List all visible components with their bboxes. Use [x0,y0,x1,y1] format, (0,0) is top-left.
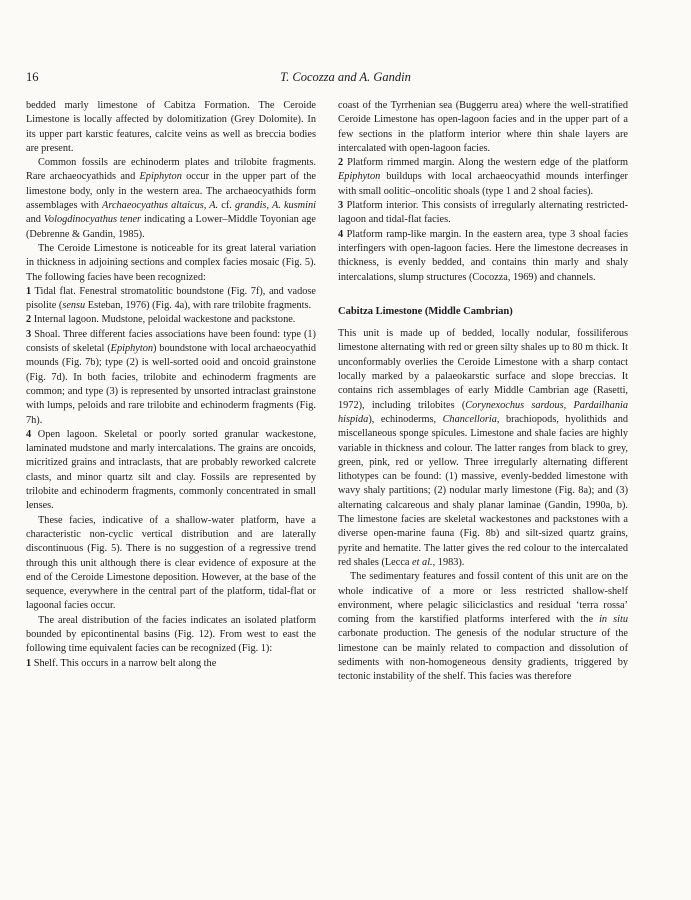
page-number: 16 [26,70,39,84]
left-column [26,99,316,671]
area-item-4: 4 Platform ramp-like margin. In the eastern area, type 3 shoal facies interfingers with open-lagoon facies. Here the limestone decreases in thickness, is evenly bedded, and contains thin marly and shaly intercalations, slump structures (Cocozza, 1969) and channels. [338,228,628,283]
paragraph: bedded marly limestone of Cabitza Formation. The Ceroide Limestone is locally affected by dolomitization (Grey Dolomite). In its upper part karstic features, calcite veins as well as breccia bodies are present. [26,100,316,154]
facies-item-1: 1 Tidal flat. Fenestral stromatolitic boundstone (Fig. 7f), and vadose pisolite (sensu Esteban, 1976) (Fig. 4a), with rare trilobite fragments. [26,285,316,312]
right-column [338,99,628,685]
paragraph: The areal distribution of the facies indicates an isolated platform bounded by epicontinental basins (Fig. 12). From west to east the following time equivalent facies can be recognized (Fig. 1): [26,614,316,655]
facies-item-4: 4 Open lagoon. Skeletal or poorly sorted granular wackestone, laminated mudstone and marly intercalations. The grains are oncoids, micritized grains and intraclasts, that are probably reworked calcrete clasts, and minor quartz silt and clay. Fossils are represented by trilobite and echinoderm fragments, commonly concentrated in small lenses. [26,428,316,512]
facies-item-3: 3 Shoal. Three different facies associations have been found: type (1) consists of skeletal (Epiphyton) boundstone with local archaeocyathid mounds (Fig. 7b); type (2) is well-sorted ooid and oncoid grainstone (Fig. 7d). In both facies, trilobite and echinoderm fragments are common; and type (3) is represented by unsorted intraclast grainstone with lumps, peloids and rare trilobite and echinoderm fragments (Fig. 7h). [26,328,316,426]
facies-item-2: 2 Internal lagoon. Mudstone, peloidal wackestone and packstone. [26,314,296,326]
running-title: T. Cocozza and A. Gandin [280,70,411,84]
area-item-1: 1 Shelf. This occurs in a narrow belt along the [26,657,217,669]
section-heading: Cabitza Limestone (Middle Cambrian) [338,305,513,317]
area-item-3: 3 Platform interior. This consists of irregularly alternating restricted-lagoon and tidal-flat facies. [338,200,628,226]
page-header [26,70,665,90]
paragraph-interpretation: The sedimentary features and fossil content of this unit are on the whole indicative of a more or less restricted shallow-shelf environment, where pelagic siliciclastics and residual ‘terra rossa’ coming from the karstified platforms interfered with the in situ carbonate production. The genesis of the nodular structure of the limestone can be mainly related to compaction and dissolution of sediments with non-homogeneous density gradients, triggered by tectonic instability of the shelf. This facies was therefore [338,571,628,683]
paragraph: These facies, indicative of a shallow-water platform, have a characteristic non-cyclic vertical distribution and are laterally discontinuous (Fig. 5). There is no suggestion of a regressive trend through this unit although there is clear evidence of exposure at the end of the Ceroide Limestone deposition. However, at the base of the sequence, everywhere in the central part of the platform, tidal-flat or lagoonal facies occur. [26,514,316,612]
paragraph: The Ceroide Limestone is noticeable for its great lateral variation in thickness in adjoining sections and complex facies mosaic (Fig. 5). The following facies have been recognized: [26,242,316,283]
paragraph-cabitza: This unit is made up of bedded, locally nodular, fossiliferous limestone alternating with red or green silty shales up to 80 m thick. It unconformably overlies the Ceroide Limestone with a sharp contact locally marked by a palaeokarstic surface and slope breccias. It contains rich assemblages of early Middle Cambrian age (Rasetti, 1972), including trilobites (Corynexochus sardous, Pardailhania hispida), echinoderms, Chancelloria, brachiopods, hyolithids and miscellaneous sponge spicules. Limestone and shale facies are highly variable in thickness and colour. The latter ranges from black to grey, green, pink, red or yellow. Three irregularly alternating different lithotypes can be found: (1) massive, evenly-bedded limestone with wavy shaly partitions; (2) nodular marly limestone (Fig. 8a); and (3) alternating calcareous and shaly planar laminae (Gandin, 1990a, b). The limestone facies are skeletal wackestones and packstones with a diverse open-marine fauna (Fig. 8b) and silt-sized quartz grains, pyrite and hematite. The latter gives the red colour to the intercalated red shales (Lecca et al., 1983). [338,328,628,568]
area-item-2: 2 Platform rimmed margin. Along the western edge of the platform Epiphyton buildups with local archaeocyathid mounds interfinger with small oolitic–oncolitic shoals (type 1 and 2 shoal facies). [338,157,628,197]
paragraph-fossils: Common fossils are echinoderm plates and trilobite fragments. Rare archaeocyathids and Epiphyton occur in the upper part of the limestone body, only in the western area. The archaeocyathids form assemblages with Archaeocyathus altaicus, A. cf. grandis, A. kusmini and Vologdinocyathus tener indicating a Lower–Middle Toyonian age (Debrenne & Gandin, 1985). [26,157,316,240]
paragraph: coast of the Tyrrhenian sea (Buggerru area) where the well-stratified Ceroide Limestone has open-lagoon facies and in the upper part of a few sections in the platform interior where thin shale layers are intercalated with open-lagoon facies. [338,100,628,154]
